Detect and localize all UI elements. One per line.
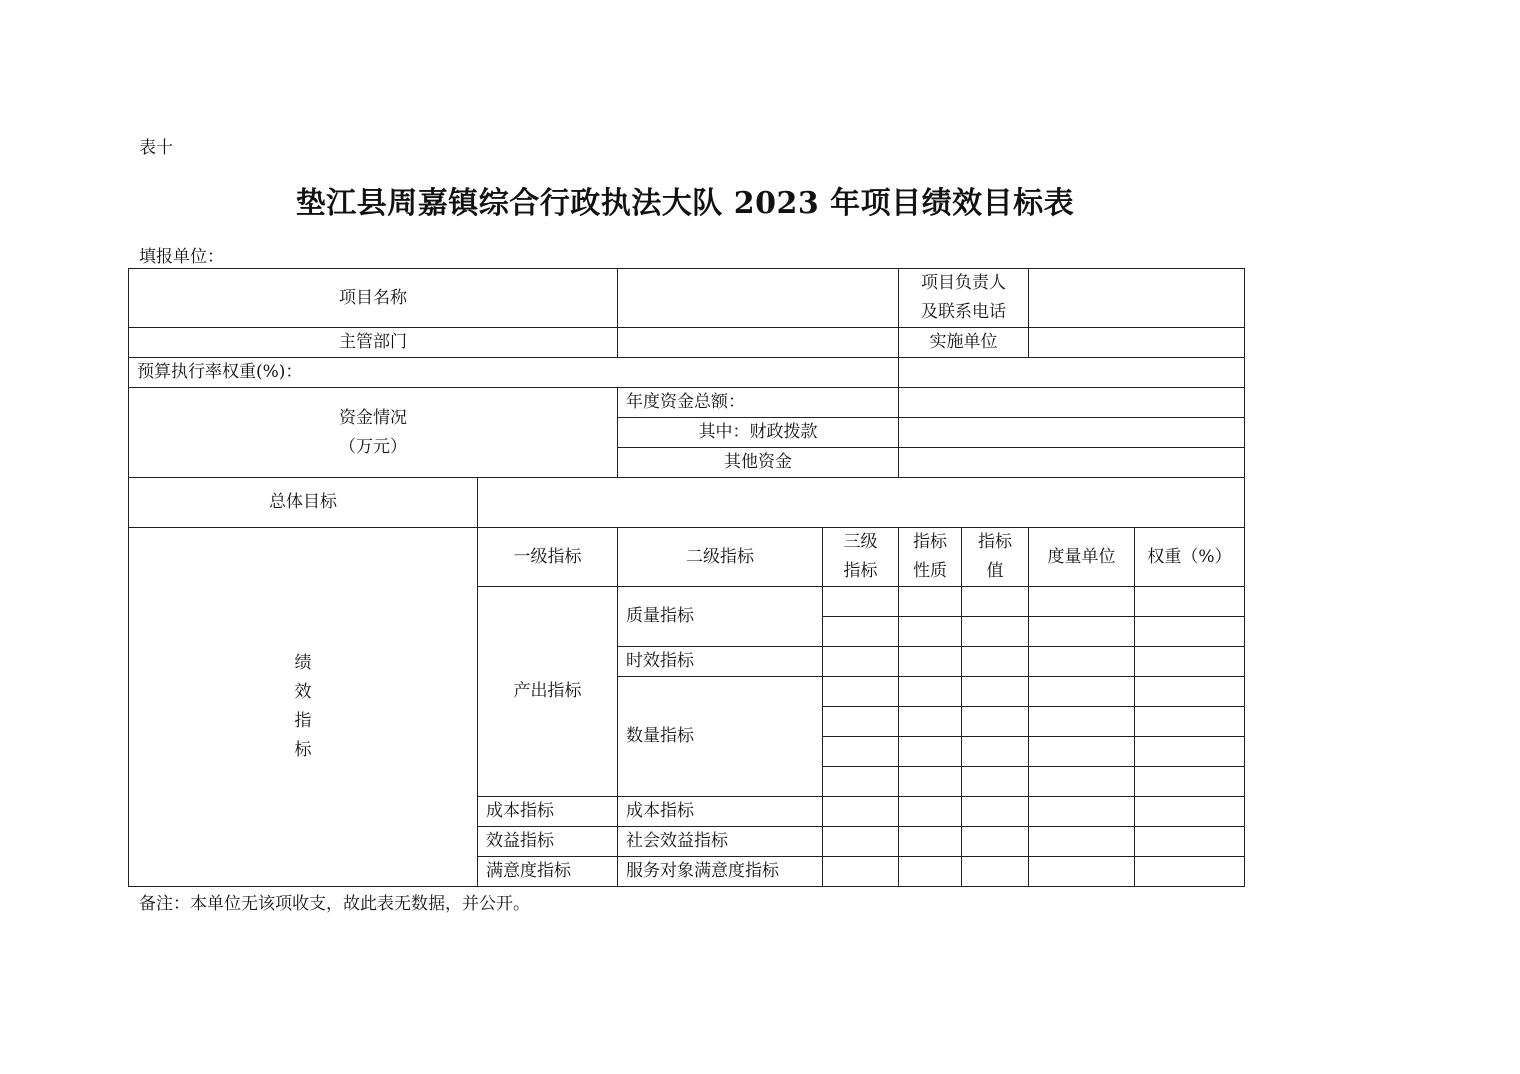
annual-total-value xyxy=(899,388,1245,418)
empty-cell xyxy=(823,767,899,797)
empty-cell xyxy=(962,647,1029,677)
empty-cell xyxy=(899,707,962,737)
header-nature-line2: 性质 xyxy=(913,561,947,581)
empty-cell xyxy=(823,617,899,647)
empty-cell xyxy=(962,587,1029,617)
empty-cell xyxy=(1135,617,1245,647)
table-label: 表十 xyxy=(139,138,173,158)
empty-cell xyxy=(899,617,962,647)
empty-cell xyxy=(1135,857,1245,887)
empty-cell xyxy=(823,707,899,737)
header-level1: 一级指标 xyxy=(478,528,618,587)
project-leader-label xyxy=(899,269,1029,328)
header-value-line2: 值 xyxy=(986,561,1004,581)
empty-cell xyxy=(962,827,1029,857)
quantity-indicator-label: 数量指标 xyxy=(618,677,823,797)
empty-cell xyxy=(962,677,1029,707)
empty-cell xyxy=(962,707,1029,737)
header-nature-line1: 指标 xyxy=(913,532,947,552)
footnote: 备注：本单位无该项收支，故此表无数据，并公开。 xyxy=(139,894,530,914)
empty-cell xyxy=(1029,797,1135,827)
fiscal-allocation-value xyxy=(899,418,1245,448)
empty-cell xyxy=(1135,737,1245,767)
empty-cell xyxy=(823,827,899,857)
empty-cell xyxy=(962,797,1029,827)
empty-cell xyxy=(1029,827,1135,857)
annual-total-label: 年度资金总额： xyxy=(618,388,899,418)
overall-goal-row xyxy=(129,478,1245,528)
empty-cell xyxy=(1029,857,1135,887)
supervising-dept-value xyxy=(618,328,899,358)
header-level3-line2: 指标 xyxy=(843,561,878,581)
empty-cell xyxy=(1029,677,1135,707)
empty-cell xyxy=(1135,767,1245,797)
indicator-header-row xyxy=(129,528,1245,587)
document-title: 垫江县周嘉镇综合行政执法大队 2023 年项目绩效目标表 xyxy=(295,186,1075,221)
empty-cell xyxy=(1029,617,1135,647)
project-leader-label-line1: 项目负责人 xyxy=(921,273,1006,293)
empty-cell xyxy=(1135,797,1245,827)
empty-cell xyxy=(823,587,899,617)
empty-cell xyxy=(1135,587,1245,617)
fiscal-allocation-label: 其中：财政拨款 xyxy=(618,418,899,448)
project-name-value xyxy=(618,269,899,328)
header-value xyxy=(962,528,1029,587)
supervising-dept-label: 主管部门 xyxy=(129,328,618,358)
empty-cell xyxy=(899,827,962,857)
overall-goal-value xyxy=(478,478,1245,528)
header-level3-line1: 三级 xyxy=(843,532,878,552)
performance-char-1: 绩 xyxy=(294,653,312,673)
performance-char-3: 指 xyxy=(294,711,312,731)
performance-goal-table xyxy=(128,268,1245,887)
budget-weight-row xyxy=(129,358,1245,388)
empty-cell xyxy=(1029,647,1135,677)
timeliness-indicator-label: 时效指标 xyxy=(618,647,823,677)
empty-cell xyxy=(823,737,899,767)
satisfaction-indicator-level1: 满意度指标 xyxy=(478,857,618,887)
budget-weight-label: 预算执行率权重(%)： xyxy=(129,358,899,388)
quality-indicator-label: 质量指标 xyxy=(618,587,823,647)
empty-cell xyxy=(899,647,962,677)
header-level3 xyxy=(823,528,899,587)
performance-char-4: 标 xyxy=(294,740,312,760)
header-unit: 度量单位 xyxy=(1029,528,1135,587)
empty-cell xyxy=(1029,737,1135,767)
empty-cell xyxy=(899,857,962,887)
empty-cell xyxy=(1135,647,1245,677)
empty-cell xyxy=(962,617,1029,647)
empty-cell xyxy=(899,767,962,797)
cost-indicator-level2: 成本指标 xyxy=(618,797,823,827)
performance-char-2: 效 xyxy=(294,682,312,702)
reporting-unit-label: 填报单位： xyxy=(139,247,224,267)
empty-cell xyxy=(899,737,962,767)
implementing-unit-label: 实施单位 xyxy=(899,328,1029,358)
benefit-indicator-level2: 社会效益指标 xyxy=(618,827,823,857)
empty-cell xyxy=(899,677,962,707)
empty-cell xyxy=(962,767,1029,797)
project-name-label: 项目名称 xyxy=(129,269,618,328)
project-leader-label-line2: 及联系电话 xyxy=(921,302,1006,322)
empty-cell xyxy=(1029,707,1135,737)
funds-label xyxy=(129,388,618,478)
empty-cell xyxy=(823,647,899,677)
project-name-row xyxy=(129,269,1245,328)
department-row xyxy=(129,328,1245,358)
empty-cell xyxy=(1135,707,1245,737)
other-funds-value xyxy=(899,448,1245,478)
budget-weight-value xyxy=(899,358,1245,388)
empty-cell xyxy=(1135,677,1245,707)
overall-goal-label: 总体目标 xyxy=(129,478,478,528)
empty-cell xyxy=(899,587,962,617)
empty-cell xyxy=(823,797,899,827)
other-funds-label: 其他资金 xyxy=(618,448,899,478)
empty-cell xyxy=(1029,587,1135,617)
implementing-unit-value xyxy=(1029,328,1245,358)
empty-cell xyxy=(823,677,899,707)
empty-cell xyxy=(1135,827,1245,857)
empty-cell xyxy=(962,737,1029,767)
output-indicator-label: 产出指标 xyxy=(478,587,618,797)
empty-cell xyxy=(1029,767,1135,797)
funds-row-total xyxy=(129,388,1245,418)
project-leader-value xyxy=(1029,269,1245,328)
header-weight: 权重（%） xyxy=(1135,528,1245,587)
benefit-indicator-level1: 效益指标 xyxy=(478,827,618,857)
header-nature xyxy=(899,528,962,587)
performance-indicators-label xyxy=(129,528,478,887)
satisfaction-indicator-level2: 服务对象满意度指标 xyxy=(618,857,823,887)
empty-cell xyxy=(899,797,962,827)
empty-cell xyxy=(962,857,1029,887)
cost-indicator-level1: 成本指标 xyxy=(478,797,618,827)
funds-label-line1: 资金情况 xyxy=(339,407,407,428)
empty-cell xyxy=(823,857,899,887)
funds-label-line2: （万元） xyxy=(339,436,407,457)
header-value-line1: 指标 xyxy=(978,532,1012,552)
header-level2: 二级指标 xyxy=(618,528,823,587)
